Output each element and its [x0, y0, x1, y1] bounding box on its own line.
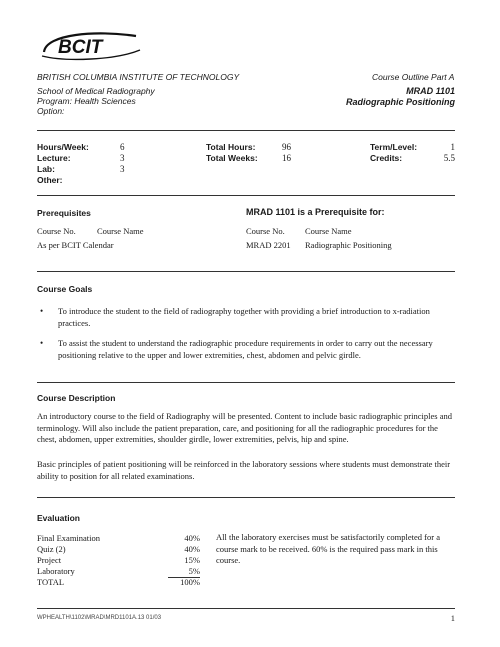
bcit-logo-mark	[36, 26, 146, 66]
eval-value: 40%	[184, 533, 200, 543]
footer-code: WPHEALTH\1102\MRAD\MRD1101A.13 01/03	[37, 615, 162, 621]
credits-label: Credits:	[370, 153, 403, 163]
divider	[37, 271, 455, 272]
other-label: Other:	[37, 175, 63, 185]
divider	[37, 195, 455, 196]
eval-value: 5%	[188, 566, 200, 576]
bullet-icon: •	[40, 338, 44, 348]
prereq-col-course-no: Course No.	[37, 226, 76, 236]
eval-total-label: TOTAL	[37, 577, 65, 587]
lab-value: 3	[120, 164, 125, 174]
prereq-row-text: As per BCIT Calendar	[37, 240, 114, 250]
institute-name: BRITISH COLUMBIA INSTITUTE OF TECHNOLOGY	[37, 72, 240, 82]
for-col-course-no: Course No.	[246, 226, 285, 236]
term-level-value: 1	[450, 142, 455, 152]
eval-label: Project	[37, 555, 62, 565]
total-weeks-label: Total Weeks:	[206, 153, 258, 163]
is-prerequisite-heading: MRAD 1101 is a Prerequisite for:	[246, 207, 385, 217]
eval-total-value: 100%	[180, 577, 200, 587]
total-hours-value: 96	[282, 142, 291, 152]
hours-week-label: Hours/Week:	[37, 142, 89, 152]
eval-label: Quiz (2)	[37, 544, 66, 554]
course-title: Radiographic Positioning	[345, 97, 455, 107]
for-col-course-name: Course Name	[305, 226, 352, 236]
lecture-label: Lecture:	[37, 153, 71, 163]
goal-text: To assist the student to understand the radiographic procedure requirements in order to carry out the necessary positioning relative to the upper and lower extremities, chest, abdomen and pelvic girdle.	[58, 338, 433, 360]
school-name: School of Medical Radiography	[37, 86, 155, 96]
for-course-name: Radiographic Positioning	[305, 240, 392, 250]
prereq-col-course-name: Course Name	[97, 226, 144, 236]
lab-label: Lab:	[37, 164, 55, 174]
program-name: Program: Health Sciences	[37, 96, 136, 106]
goal-text: To introduce the student to the field of radiography together with providing a brief introduction to x-radiation practices.	[58, 306, 430, 328]
course-code: MRAD 1101	[406, 86, 455, 96]
credits-value: 5.5	[443, 153, 455, 163]
divider	[37, 382, 455, 383]
lecture-value: 3	[120, 153, 125, 163]
total-weeks-value: 16	[282, 153, 291, 163]
course-description-heading: Course Description	[37, 393, 116, 403]
divider	[37, 497, 455, 498]
page-number: 1	[450, 613, 455, 623]
hours-week-value: 6	[120, 142, 125, 152]
outline-part: Course Outline Part A	[372, 72, 455, 82]
eval-label: Laboratory	[37, 566, 75, 576]
divider	[37, 608, 455, 609]
evaluation-note: All the laboratory exercises must be satisfactorily completed for a course mark to be received. 60% is the required pass mark in this course.	[216, 532, 440, 565]
bullet-icon: •	[40, 306, 44, 316]
description-paragraph: An introductory course to the field of Radiography will be presented. Content to include basic radiographic principles and terminology. Will also include the patient preparation, care, and positioning for all the radiographic procedures for the chest, abdomen, upper extremities, shoulder girdle, lower extremities, pelvis, hip and spine.	[37, 411, 452, 444]
prerequisites-heading: Prerequisites	[37, 208, 91, 218]
divider	[37, 130, 455, 131]
eval-value: 40%	[184, 544, 200, 554]
eval-label: Final Examination	[37, 533, 101, 543]
bcit-logo-text: BCIT	[58, 37, 103, 58]
bcit-logo	[36, 26, 146, 66]
course-goals-heading: Course Goals	[37, 284, 93, 294]
evaluation-heading: Evaluation	[37, 513, 80, 523]
for-course-no: MRAD 2201	[246, 240, 291, 250]
term-level-label: Term/Level:	[370, 142, 418, 152]
description-paragraph: Basic principles of patient positioning will be reinforced in the laboratory sessions where students must demonstrate their ability to position for all related examinations.	[37, 459, 451, 481]
total-hours-label: Total Hours:	[206, 142, 256, 152]
eval-value: 15%	[184, 555, 200, 565]
option-label: Option:	[37, 106, 65, 116]
